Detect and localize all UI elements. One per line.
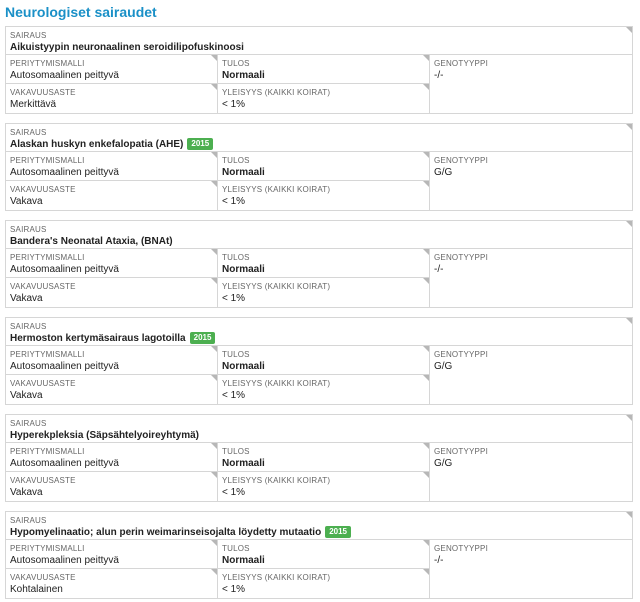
genotype-cell — [430, 55, 632, 84]
result-label: TULOS — [222, 156, 250, 165]
severity-value: Vakava — [10, 293, 43, 304]
corner-fold-icon — [626, 512, 632, 518]
prevalence-label: YLEISYYS (KAIKKI KOIRAT) — [222, 379, 331, 388]
disease-card — [5, 123, 633, 211]
corner-fold-icon — [423, 249, 429, 255]
genotype-label: GENOTYYPPI — [434, 544, 489, 553]
result-label: TULOS — [222, 447, 250, 456]
disease-card — [5, 511, 633, 599]
corner-fold-icon — [211, 181, 217, 187]
prevalence-cell — [218, 278, 430, 307]
genotype-cell — [430, 152, 632, 181]
prevalence-label: YLEISYYS (KAIKKI KOIRAT) — [222, 185, 331, 194]
prevalence-label: YLEISYYS (KAIKKI KOIRAT) — [222, 282, 331, 291]
result-value: Normaali — [222, 458, 265, 469]
prevalence-label: YLEISYYS (KAIKKI KOIRAT) — [222, 573, 331, 582]
inheritance-label: PERIYTYMISMALLI — [10, 59, 85, 68]
genotype-value: G/G — [434, 458, 453, 469]
inheritance-cell — [6, 249, 218, 278]
result-label: TULOS — [222, 59, 250, 68]
result-cell — [218, 540, 430, 569]
corner-fold-icon — [626, 124, 632, 130]
severity-cell — [6, 375, 218, 404]
disease-name: Hypomyelinaatio; alun perin weimarinseisojalta löydetty mutaatio — [10, 527, 322, 538]
corner-fold-icon — [211, 569, 217, 575]
inheritance-value: Autosomaalinen peittyvä — [10, 167, 119, 178]
severity-label: VAKAVUUSASTE — [10, 88, 76, 97]
disease-label: SAIRAUS — [10, 128, 47, 137]
inheritance-cell — [6, 443, 218, 472]
disease-card — [5, 26, 633, 114]
disease-cell — [6, 221, 632, 249]
severity-value: Vakava — [10, 390, 43, 401]
corner-fold-icon — [211, 152, 217, 158]
corner-fold-icon — [211, 278, 217, 284]
disease-card — [5, 414, 633, 502]
result-cell — [218, 443, 430, 472]
prevalence-value: < 1% — [222, 196, 246, 207]
genotype-value: G/G — [434, 167, 453, 178]
disease-label: SAIRAUS — [10, 516, 47, 525]
severity-value: Merkittävä — [10, 99, 57, 110]
genotype-cell — [430, 346, 632, 375]
corner-fold-icon — [423, 55, 429, 61]
severity-cell — [6, 278, 218, 307]
severity-cell — [6, 472, 218, 501]
disease-name-line — [10, 138, 632, 151]
inheritance-value: Autosomaalinen peittyvä — [10, 555, 119, 566]
corner-fold-icon — [211, 472, 217, 478]
severity-cell — [6, 181, 218, 210]
year-badge: 2015 — [325, 526, 351, 538]
severity-label: VAKAVUUSASTE — [10, 476, 76, 485]
disease-name-line — [10, 332, 632, 345]
prevalence-cell — [218, 181, 430, 210]
corner-fold-icon — [211, 84, 217, 90]
result-cell — [218, 249, 430, 278]
inheritance-value: Autosomaalinen peittyvä — [10, 70, 119, 81]
result-value: Normaali — [222, 70, 265, 81]
severity-value: Vakava — [10, 487, 43, 498]
disease-cell — [6, 318, 632, 346]
disease-cell — [6, 415, 632, 443]
prevalence-value: < 1% — [222, 487, 246, 498]
disease-name: Alaskan huskyn enkefalopatia (AHE) — [10, 139, 184, 150]
disease-label: SAIRAUS — [10, 31, 47, 40]
genotype-cell — [430, 443, 632, 472]
inheritance-value: Autosomaalinen peittyvä — [10, 458, 119, 469]
disease-label: SAIRAUS — [10, 225, 47, 234]
result-cell — [218, 55, 430, 84]
severity-value: Kohtalainen — [10, 584, 63, 595]
corner-fold-icon — [423, 375, 429, 381]
prevalence-value: < 1% — [222, 584, 246, 595]
severity-label: VAKAVUUSASTE — [10, 282, 76, 291]
prevalence-cell — [218, 472, 430, 501]
corner-fold-icon — [211, 443, 217, 449]
result-value: Normaali — [222, 555, 265, 566]
disease-name: Aikuistyypin neuronaalinen seroidilipofuskinoosi — [10, 42, 244, 53]
disease-cell — [6, 124, 632, 152]
result-cell — [218, 346, 430, 375]
disease-name-line — [10, 429, 632, 442]
genotype-label: GENOTYYPPI — [434, 156, 489, 165]
result-value: Normaali — [222, 264, 265, 275]
corner-fold-icon — [626, 415, 632, 421]
inheritance-label: PERIYTYMISMALLI — [10, 156, 85, 165]
result-value: Normaali — [222, 361, 265, 372]
prevalence-value: < 1% — [222, 390, 246, 401]
genotype-value: -/- — [434, 264, 444, 275]
disease-name-line — [10, 235, 632, 248]
disease-label: SAIRAUS — [10, 419, 47, 428]
genotype-value: -/- — [434, 70, 444, 81]
genotype-value: -/- — [434, 555, 444, 566]
corner-fold-icon — [211, 249, 217, 255]
corner-fold-icon — [423, 443, 429, 449]
inheritance-cell — [6, 55, 218, 84]
corner-fold-icon — [423, 152, 429, 158]
corner-fold-icon — [211, 375, 217, 381]
corner-fold-icon — [423, 278, 429, 284]
severity-label: VAKAVUUSASTE — [10, 379, 76, 388]
result-value: Normaali — [222, 167, 265, 178]
corner-fold-icon — [626, 318, 632, 324]
result-cell — [218, 152, 430, 181]
genotype-label: GENOTYYPPI — [434, 59, 489, 68]
severity-value: Vakava — [10, 196, 43, 207]
corner-fold-icon — [211, 540, 217, 546]
genotype-label: GENOTYYPPI — [434, 253, 489, 262]
disease-cell — [6, 27, 632, 55]
prevalence-value: < 1% — [222, 293, 246, 304]
disease-name: Bandera's Neonatal Ataxia, (BNAt) — [10, 236, 173, 247]
genotype-value: G/G — [434, 361, 453, 372]
inheritance-cell — [6, 540, 218, 569]
disease-name-line — [10, 41, 632, 54]
corner-fold-icon — [626, 27, 632, 33]
year-badge: 2015 — [187, 138, 213, 150]
inheritance-cell — [6, 346, 218, 375]
corner-fold-icon — [423, 569, 429, 575]
inheritance-label: PERIYTYMISMALLI — [10, 350, 85, 359]
prevalence-value: < 1% — [222, 99, 246, 110]
section-title: Neurologiset sairaudet — [5, 4, 157, 20]
year-badge: 2015 — [190, 332, 216, 344]
disease-name: Hermoston kertymäsairaus lagotoilla — [10, 333, 186, 344]
corner-fold-icon — [423, 346, 429, 352]
result-label: TULOS — [222, 253, 250, 262]
result-label: TULOS — [222, 350, 250, 359]
corner-fold-icon — [626, 221, 632, 227]
inheritance-value: Autosomaalinen peittyvä — [10, 361, 119, 372]
severity-cell — [6, 569, 218, 598]
corner-fold-icon — [423, 540, 429, 546]
inheritance-label: PERIYTYMISMALLI — [10, 447, 85, 456]
prevalence-label: YLEISYYS (KAIKKI KOIRAT) — [222, 88, 331, 97]
prevalence-cell — [218, 84, 430, 113]
corner-fold-icon — [423, 181, 429, 187]
severity-label: VAKAVUUSASTE — [10, 573, 76, 582]
genotype-cell — [430, 540, 632, 569]
inheritance-label: PERIYTYMISMALLI — [10, 253, 85, 262]
corner-fold-icon — [211, 55, 217, 61]
result-label: TULOS — [222, 544, 250, 553]
prevalence-cell — [218, 569, 430, 598]
disease-card — [5, 220, 633, 308]
disease-label: SAIRAUS — [10, 322, 47, 331]
genotype-cell — [430, 249, 632, 278]
prevalence-label: YLEISYYS (KAIKKI KOIRAT) — [222, 476, 331, 485]
genotype-label: GENOTYYPPI — [434, 447, 489, 456]
corner-fold-icon — [211, 346, 217, 352]
inheritance-cell — [6, 152, 218, 181]
severity-label: VAKAVUUSASTE — [10, 185, 76, 194]
disease-card — [5, 317, 633, 405]
inheritance-label: PERIYTYMISMALLI — [10, 544, 85, 553]
genotype-label: GENOTYYPPI — [434, 350, 489, 359]
corner-fold-icon — [423, 472, 429, 478]
inheritance-value: Autosomaalinen peittyvä — [10, 264, 119, 275]
disease-name-line — [10, 526, 632, 539]
disease-cell — [6, 512, 632, 540]
prevalence-cell — [218, 375, 430, 404]
severity-cell — [6, 84, 218, 113]
corner-fold-icon — [423, 84, 429, 90]
disease-name: Hyperekpleksia (Säpsähtelyoireyhtymä) — [10, 430, 199, 441]
